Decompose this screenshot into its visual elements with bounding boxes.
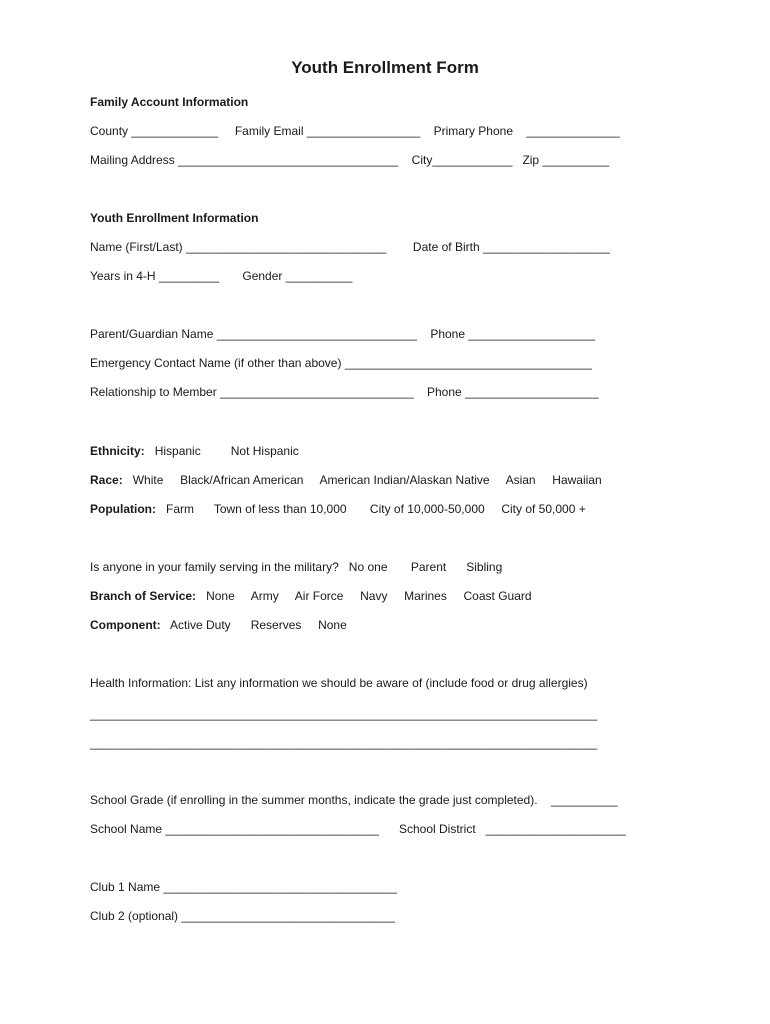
date-of-birth-label: Date of Birth [412,240,480,254]
relationship-phone-label: Phone [426,385,462,399]
primary-phone-label: Primary Phone [433,124,514,138]
youth-name-field[interactable]: ______________________________ [186,240,387,254]
school-district-field[interactable]: _____________________ [485,822,626,836]
family-row-2 [90,152,609,168]
health-info-field-2[interactable]: ____________________________________________________________________________ [90,736,598,750]
youth-row-2 [90,268,352,284]
branch-option-army[interactable]: Army [250,589,279,603]
ethnicity-label: Ethnicity: [90,444,145,458]
military-option-sibling[interactable]: Sibling [466,560,503,574]
race-row [90,472,602,488]
military-question-label: Is anyone in your family serving in the military? [90,560,339,574]
emergency-row [90,355,592,371]
guardian-name-field[interactable]: ______________________________ [216,327,417,341]
race-option-white[interactable]: White [132,473,164,487]
branch-option-air-force[interactable]: Air Force [294,589,344,603]
race-option-hawaiian[interactable]: Hawaiian [552,473,602,487]
race-option-black[interactable]: Black/African American [180,473,304,487]
population-option-city-mid[interactable]: City of 10,000-50,000 [369,502,485,516]
guardian-phone-label: Phone [430,327,466,341]
health-info-label: Health Information: List any information we should be aware of (include food or drug allergies) [90,676,588,690]
race-label: Race: [90,473,123,487]
branch-option-none[interactable]: None [206,589,235,603]
school-grade-label: School Grade (if enrolling in the summer months, indicate the grade just completed). [90,793,538,807]
family-email-field[interactable]: _________________ [306,124,421,138]
county-label: County [90,124,129,138]
guardian-name-label: Parent/Guardian Name [90,327,214,341]
military-option-parent[interactable]: Parent [410,560,447,574]
school-name-label: School Name [90,822,163,836]
club2-row [90,908,395,924]
youth-row-1 [90,239,610,255]
mailing-address-field[interactable]: _________________________________ [178,153,399,167]
school-name-field[interactable]: ________________________________ [165,822,379,836]
emergency-contact-label: Emergency Contact Name (if other than above) [90,356,342,370]
zip-label: Zip [522,153,540,167]
component-row [90,617,347,633]
guardian-row [90,326,595,342]
component-label: Component: [90,618,161,632]
ethnicity-option-not-hispanic[interactable]: Not Hispanic [230,444,299,458]
branch-label: Branch of Service: [90,589,197,603]
population-label: Population: [90,502,156,516]
youth-section-heading: Youth Enrollment Information [90,211,259,225]
guardian-phone-field[interactable]: ___________________ [468,327,596,341]
race-option-asian[interactable]: Asian [505,473,536,487]
component-option-none[interactable]: None [318,618,347,632]
relationship-phone-field[interactable]: ____________________ [465,385,599,399]
club1-field[interactable]: ___________________________________ [163,880,397,894]
school-grade-field[interactable]: __________ [550,793,618,807]
military-option-no-one[interactable]: No one [348,560,388,574]
school-district-label: School District [398,822,476,836]
city-label: City [411,153,433,167]
population-option-town[interactable]: Town of less than 10,000 [213,502,347,516]
military-question-row [90,559,502,575]
branch-option-coast-guard[interactable]: Coast Guard [463,589,532,603]
family-section-heading: Family Account Information [90,95,249,109]
gender-label: Gender [242,269,283,283]
relationship-label: Relationship to Member [90,385,217,399]
population-option-city-large[interactable]: City of 50,000 + [501,502,586,516]
relationship-row [90,384,599,400]
youth-name-label: Name (First/Last) [90,240,183,254]
branch-option-navy[interactable]: Navy [360,589,388,603]
years-in-4h-field[interactable]: _________ [158,269,220,283]
years-in-4h-label: Years in 4-H [90,269,156,283]
school-name-row [90,821,626,837]
family-row-1 [90,123,620,139]
club2-label: Club 2 (optional) [90,909,179,923]
component-option-active-duty[interactable]: Active Duty [170,618,231,632]
relationship-field[interactable]: _____________________________ [220,385,414,399]
gender-field[interactable]: __________ [285,269,353,283]
population-option-farm[interactable]: Farm [166,502,195,516]
ethnicity-row [90,443,299,459]
date-of-birth-field[interactable]: ___________________ [482,240,610,254]
club1-label: Club 1 Name [90,880,161,894]
branch-option-marines[interactable]: Marines [404,589,447,603]
ethnicity-option-hispanic[interactable]: Hispanic [154,444,201,458]
club1-row [90,879,397,895]
branch-row [90,588,532,604]
mailing-address-label: Mailing Address [90,153,175,167]
club2-field[interactable]: ________________________________ [181,909,395,923]
school-grade-row [90,792,618,808]
zip-field[interactable]: __________ [542,153,610,167]
race-option-american-indian[interactable]: American Indian/Alaskan Native [319,473,490,487]
family-email-label: Family Email [234,124,304,138]
form-title: Youth Enrollment Form [291,58,479,77]
emergency-contact-field[interactable]: _____________________________________ [344,356,592,370]
county-field[interactable]: _____________ [131,124,219,138]
health-info-field-1[interactable]: ____________________________________________________________________________ [90,707,598,721]
component-option-reserves[interactable]: Reserves [250,618,302,632]
primary-phone-field[interactable]: ______________ [526,124,620,138]
population-row [90,501,586,517]
city-field[interactable]: ____________ [432,153,513,167]
